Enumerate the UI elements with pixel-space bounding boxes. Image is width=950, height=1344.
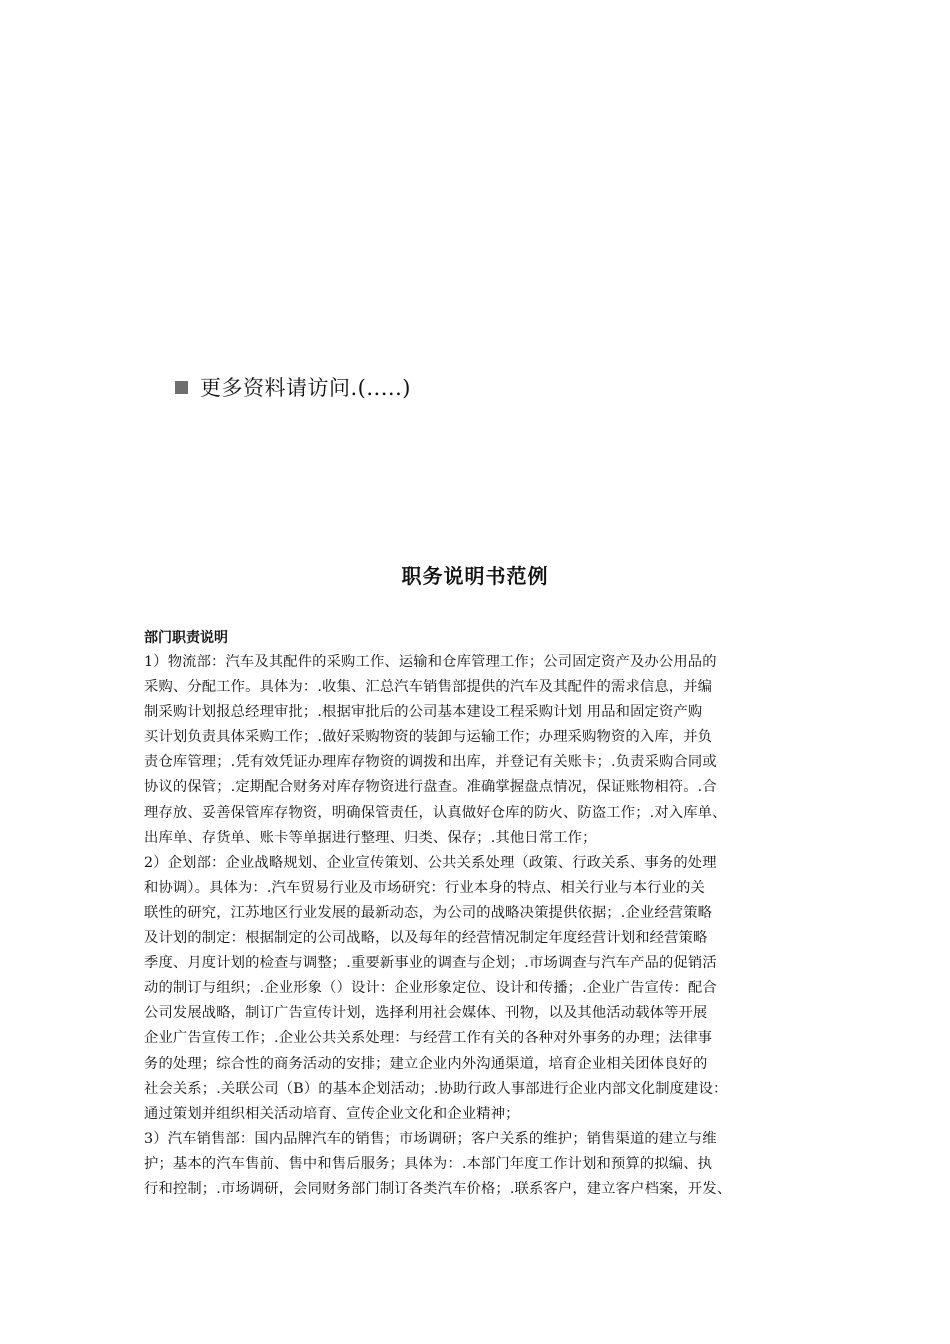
text-line: 采购、分配工作。具体为：.收集、汇总汽车销售部提供的汽车及其配件的需求信息，并编 (144, 679, 713, 696)
text-line: 制采购计划报总经理审批；.根据审批后的公司基本建设工程采购计划 用品和固定资产购 (144, 704, 703, 721)
text-line: 公司发展战略，制订广告宣传计划，选择利用社会媒体、刊物，以及其他活动载体等开展 (144, 1005, 708, 1022)
section-heading: 部门职责说明 (144, 630, 228, 646)
text-line: 出库单、存货单、账卡等单据进行整理、归类、保存；.其他日常工作； (144, 829, 597, 846)
text-line: 买计划负责具体采购工作；.做好采购物资的装卸与运输工作；办理采购物资的入库，并负 (144, 729, 713, 746)
text-line: 行和控制；.市场调研，会同财务部门制订各类汽车价格；.联系客户，建立客户档案，开发、 (144, 1180, 732, 1197)
text-line: 联性的研究，江苏地区行业发展的最新动态，为公司的战略决策提供依据；.企业经营策略 (144, 904, 713, 921)
notice-text: 更多资料请访问.(.....) (200, 376, 411, 400)
text-line: 协议的保管；.定期配合财务对库存物资进行盘查。准确掌握盘点情况，保证账物相符。.合 (144, 779, 717, 796)
notice-line (175, 372, 411, 402)
text-line: 季度、月度计划的检查与调整；.重要新事业的调查与企划；.市场调查与汽车产品的促销活 (144, 955, 717, 972)
text-line: 及计划的制定：根据制定的公司战略，以及每年的经营情况制定年度经营计划和经营策略 (144, 930, 708, 947)
text-line: 3）汽车销售部：国内品牌汽车的销售；市场调研；客户关系的维护；销售渠道的建立与维 (144, 1130, 717, 1147)
text-line: 护；基本的汽车售前、售中和售后服务；具体为：.本部门年度工作计划和预算的拟编、执 (144, 1155, 713, 1172)
text-line: 理存放、妥善保管库存物资，明确保管责任，认真做好仓库的防火、防盗工作；.对入库单、 (144, 804, 727, 821)
text-line: 和协调）。具体为：.汽车贸易行业及市场研究：行业本身的特点、相关行业与本行业的关 (144, 879, 705, 896)
text-line: 社会关系；.关联公司（B）的基本企划活动；.协助行政人事部进行企业内部文化制度建设： (144, 1080, 728, 1097)
square-bullet-icon (175, 381, 188, 394)
text-line: 1）物流部：汽车及其配件的采购工作、运输和仓库管理工作；公司固定资产及办公用品的 (144, 654, 717, 670)
text-line: 通过策划并组织相关活动培育、宣传企业文化和企业精神； (144, 1105, 520, 1122)
text-line: 企业广告宣传工作；.企业公共关系处理：与经营工作有关的各种对外事务的办理；法律事 (144, 1030, 713, 1047)
text-line: 务的处理；综合性的商务活动的安排；建立企业内外沟通渠道，培育企业相关团体良好的 (144, 1055, 708, 1072)
body-text (144, 650, 824, 1202)
text-line: 2）企划部：企业战略规划、企业宣传策划、公共关系处理（政策、行政关系、事务的处理 (144, 854, 717, 871)
text-line: 动的制订与组织；.企业形象（）设计：企业形象定位、设计和传播；.企业广告宣传：配合 (144, 980, 717, 997)
document-title: 职务说明书范例 (401, 564, 549, 588)
text-line: 责仓库管理；.凭有效凭证办理库存物资的调拨和出库，并登记有关账卡；.负责采购合同或 (144, 754, 717, 771)
